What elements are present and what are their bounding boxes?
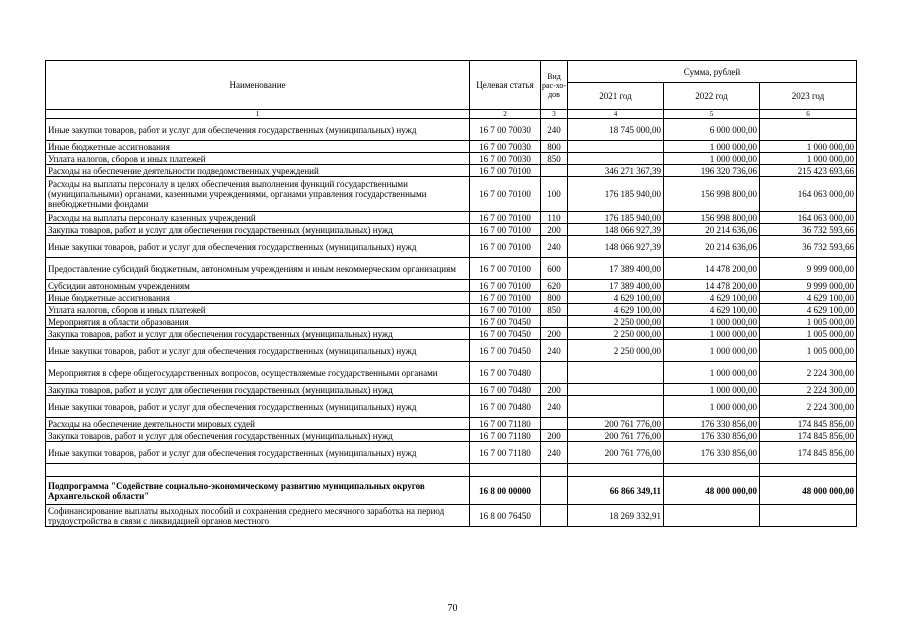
row-target-article: 16 7 00 70480 (470, 384, 541, 396)
table-row (46, 418, 857, 430)
row-target-article: 16 7 00 70480 (470, 362, 541, 384)
header-target-article: Целевая статья (470, 61, 541, 110)
row-expense-type: 240 (541, 340, 568, 362)
row-amount-2022: 4 629 100,00 (664, 304, 760, 316)
row-amount-2022: 196 320 736,06 (664, 165, 760, 177)
row-amount-2023: 4 629 100,00 (760, 304, 857, 316)
row-name: Уплата налогов, сборов и иных платежей (46, 304, 470, 316)
row-amount-2023: 215 423 693,66 (760, 165, 857, 177)
row-amount-2022: 1 000 000,00 (664, 153, 760, 165)
row-expense-type: 110 (541, 212, 568, 224)
row-amount-2021: 148 066 927,39 (568, 224, 664, 236)
row-name: Уплата налогов, сборов и иных платежей (46, 153, 470, 165)
table-row (46, 177, 857, 212)
header-expense-type: Вид рас-хо-дов (541, 61, 568, 110)
row-amount-2021: 17 389 400,00 (568, 258, 664, 280)
row-name: Иные закупки товаров, работ и услуг для обеспечения государственных (муниципальных) нужд (46, 340, 470, 362)
row-expense-type: 850 (541, 153, 568, 165)
row-expense-type (541, 165, 568, 177)
table-row (46, 153, 857, 165)
row-name: Закупка товаров, работ и услуг для обеспечения государственных (муниципальных) нужд (46, 430, 470, 442)
table-row (46, 224, 857, 236)
table-row (46, 442, 857, 464)
row-name: Иные бюджетные ассигнования (46, 141, 470, 153)
row-amount-2023: 9 999 000,00 (760, 258, 857, 280)
row-target-article: 16 7 00 70100 (470, 224, 541, 236)
row-name: Расходы на выплаты персоналу казенных учреждений (46, 212, 470, 224)
row-amount-2023: 2 224 300,00 (760, 362, 857, 384)
row-name: Субсидии автономным учреждениям (46, 280, 470, 292)
column-number: 5 (664, 110, 760, 119)
row-amount-2021: 18 269 332,91 (568, 505, 664, 527)
row-amount-2022: 1 000 000,00 (664, 384, 760, 396)
row-amount-2023: 164 063 000,00 (760, 212, 857, 224)
row-amount-2021: 200 761 776,00 (568, 430, 664, 442)
row-target-article: 16 7 00 70450 (470, 340, 541, 362)
row-target-article: 16 7 00 71180 (470, 442, 541, 464)
header-year-2021: 2021 год (568, 83, 664, 110)
table-row (46, 430, 857, 442)
table-row (46, 464, 857, 477)
table-row (46, 212, 857, 224)
table-row (46, 141, 857, 153)
row-amount-2023: 36 732 593,66 (760, 224, 857, 236)
row-amount-2023 (760, 119, 857, 141)
row-amount-2021: 2 250 000,00 (568, 328, 664, 340)
row-name: Иные бюджетные ассигнования (46, 292, 470, 304)
row-expense-type: 800 (541, 292, 568, 304)
row-amount-2021: 4 629 100,00 (568, 292, 664, 304)
row-target-article: 16 7 00 70450 (470, 316, 541, 328)
row-amount-2022: 176 330 856,00 (664, 442, 760, 464)
table-row (46, 292, 857, 304)
row-amount-2022: 1 000 000,00 (664, 362, 760, 384)
row-expense-type (541, 477, 568, 505)
row-target-article: 16 8 00 00000 (470, 477, 541, 505)
row-amount-2022: 48 000 000,00 (664, 477, 760, 505)
row-name: Иные закупки товаров, работ и услуг для обеспечения государственных (муниципальных) нужд (46, 442, 470, 464)
row-amount-2022: 1 000 000,00 (664, 316, 760, 328)
column-number: 6 (760, 110, 857, 119)
budget-table (45, 60, 857, 527)
row-amount-2022: 4 629 100,00 (664, 292, 760, 304)
row-expense-type: 200 (541, 224, 568, 236)
row-amount-2023: 1 005 000,00 (760, 328, 857, 340)
header-year-2023: 2023 год (760, 83, 857, 110)
row-amount-2023: 174 845 856,00 (760, 418, 857, 430)
row-target-article: 16 7 00 70030 (470, 119, 541, 141)
row-target-article: 16 7 00 70100 (470, 212, 541, 224)
row-target-article: 16 7 00 70100 (470, 280, 541, 292)
row-amount-2023: 48 000 000,00 (760, 477, 857, 505)
row-expense-type: 800 (541, 141, 568, 153)
row-target-article: 16 7 00 70030 (470, 141, 541, 153)
row-name: Расходы на обеспечение деятельности подведомственных учреждений (46, 165, 470, 177)
row-expense-type: 600 (541, 258, 568, 280)
row-expense-type: 850 (541, 304, 568, 316)
row-expense-type: 240 (541, 442, 568, 464)
table-row (46, 280, 857, 292)
row-expense-type (541, 505, 568, 527)
row-target-article: 16 7 00 70100 (470, 165, 541, 177)
row-amount-2022: 176 330 856,00 (664, 430, 760, 442)
table-row (46, 165, 857, 177)
row-target-article: 16 7 00 70100 (470, 304, 541, 316)
table-row (46, 340, 857, 362)
page-number: 70 (447, 603, 458, 614)
row-amount-2023: 2 224 300,00 (760, 396, 857, 418)
row-expense-type (541, 464, 568, 477)
row-amount-2023: 1 005 000,00 (760, 340, 857, 362)
table-row (46, 304, 857, 316)
row-amount-2021: 2 250 000,00 (568, 316, 664, 328)
row-target-article: 16 7 00 70100 (470, 236, 541, 258)
row-target-article: 16 7 00 70100 (470, 177, 541, 212)
row-target-article (470, 464, 541, 477)
row-expense-type: 240 (541, 236, 568, 258)
row-amount-2022: 20 214 636,06 (664, 224, 760, 236)
row-expense-type: 200 (541, 430, 568, 442)
table-row (46, 328, 857, 340)
row-target-article: 16 8 00 76450 (470, 505, 541, 527)
row-target-article: 16 7 00 70030 (470, 153, 541, 165)
row-amount-2021: 346 271 367,39 (568, 165, 664, 177)
row-name: Мероприятия в сфере общегосударственных вопросов, осуществляемые государственными органами (46, 362, 470, 384)
row-amount-2022: 176 330 856,00 (664, 418, 760, 430)
row-amount-2023: 4 629 100,00 (760, 292, 857, 304)
table-row (46, 362, 857, 384)
row-target-article: 16 7 00 70450 (470, 328, 541, 340)
row-expense-type (541, 316, 568, 328)
row-amount-2021: 2 250 000,00 (568, 340, 664, 362)
row-name: Софинансирование выплаты выходных пособий и сохранения среднего месячного заработка на период трудоустройства в связи с ликвидацией органов местного (46, 505, 470, 527)
row-target-article: 16 7 00 71180 (470, 418, 541, 430)
row-amount-2023: 36 732 593,66 (760, 236, 857, 258)
row-amount-2021: 176 185 940,00 (568, 212, 664, 224)
column-number: 3 (541, 110, 568, 119)
table-row (46, 505, 857, 527)
row-name: Закупка товаров, работ и услуг для обеспечения государственных (муниципальных) нужд (46, 328, 470, 340)
row-amount-2021 (568, 464, 664, 477)
row-amount-2023: 174 845 856,00 (760, 442, 857, 464)
row-amount-2022 (664, 505, 760, 527)
row-name: Закупка товаров, работ и услуг для обеспечения государственных (муниципальных) нужд (46, 224, 470, 236)
row-expense-type: 200 (541, 384, 568, 396)
row-amount-2023 (760, 464, 857, 477)
row-amount-2023: 1 000 000,00 (760, 153, 857, 165)
row-expense-type: 240 (541, 396, 568, 418)
row-name: Закупка товаров, работ и услуг для обеспечения государственных (муниципальных) нужд (46, 384, 470, 396)
row-amount-2021: 200 761 776,00 (568, 442, 664, 464)
row-amount-2023 (760, 505, 857, 527)
row-name: Предоставление субсидий бюджетным, автономным учреждениям и иным некоммерческим организациям (46, 258, 470, 280)
row-amount-2023: 2 224 300,00 (760, 384, 857, 396)
table-row (46, 396, 857, 418)
table-row (46, 477, 857, 505)
row-amount-2021 (568, 153, 664, 165)
row-name (46, 464, 470, 477)
row-expense-type: 620 (541, 280, 568, 292)
row-target-article: 16 7 00 70100 (470, 258, 541, 280)
row-expense-type: 100 (541, 177, 568, 212)
table-row (46, 236, 857, 258)
row-amount-2022: 1 000 000,00 (664, 340, 760, 362)
header-year-2022: 2022 год (664, 83, 760, 110)
table-row (46, 316, 857, 328)
row-target-article: 16 7 00 70480 (470, 396, 541, 418)
row-amount-2021 (568, 384, 664, 396)
table-row (46, 384, 857, 396)
row-amount-2021 (568, 141, 664, 153)
row-amount-2021: 200 761 776,00 (568, 418, 664, 430)
row-name: Иные закупки товаров, работ и услуг для обеспечения государственных (муниципальных) нужд (46, 236, 470, 258)
row-expense-type (541, 418, 568, 430)
row-name: Мероприятия в области образования (46, 316, 470, 328)
row-amount-2022: 6 000 000,00 (664, 119, 760, 141)
row-target-article: 16 7 00 71180 (470, 430, 541, 442)
row-name: Иные закупки товаров, работ и услуг для обеспечения государственных (муниципальных) нужд (46, 396, 470, 418)
row-amount-2021 (568, 396, 664, 418)
row-amount-2021 (568, 362, 664, 384)
row-name: Расходы на выплаты персоналу в целях обеспечения выполнения функций государственными (муниципальными) органами, казенными учреждениями, органами управления государственными внебюджетными фондами (46, 177, 470, 212)
table-row (46, 258, 857, 280)
header-name: Наименование (46, 61, 470, 110)
row-expense-type: 200 (541, 328, 568, 340)
column-number: 2 (470, 110, 541, 119)
row-name: Иные закупки товаров, работ и услуг для обеспечения государственных (муниципальных) нужд (46, 119, 470, 141)
row-name: Расходы на обеспечение деятельности мировых судей (46, 418, 470, 430)
column-number-row (46, 110, 857, 119)
row-amount-2023: 1 000 000,00 (760, 141, 857, 153)
row-amount-2021: 4 629 100,00 (568, 304, 664, 316)
column-number: 1 (46, 110, 470, 119)
row-target-article: 16 7 00 70100 (470, 292, 541, 304)
row-amount-2023: 9 999 000,00 (760, 280, 857, 292)
row-amount-2022: 156 998 800,00 (664, 177, 760, 212)
row-amount-2021: 176 185 940,00 (568, 177, 664, 212)
row-amount-2022: 1 000 000,00 (664, 141, 760, 153)
row-name: Подпрограмма "Содействие социально-экономическому развитию муниципальных округов Архангельской области" (46, 477, 470, 505)
row-amount-2021: 66 866 349,11 (568, 477, 664, 505)
row-amount-2022: 14 478 200,00 (664, 280, 760, 292)
row-amount-2021: 148 066 927,39 (568, 236, 664, 258)
row-amount-2021: 17 389 400,00 (568, 280, 664, 292)
row-amount-2022: 1 000 000,00 (664, 328, 760, 340)
row-amount-2022 (664, 464, 760, 477)
header-sum: Сумма, рублей (568, 61, 857, 83)
row-expense-type: 240 (541, 119, 568, 141)
row-amount-2022: 20 214 636,06 (664, 236, 760, 258)
table-row (46, 119, 857, 141)
row-amount-2023: 164 063 000,00 (760, 177, 857, 212)
row-amount-2022: 14 478 200,00 (664, 258, 760, 280)
table-body (46, 119, 857, 527)
row-amount-2023: 1 005 000,00 (760, 316, 857, 328)
column-number: 4 (568, 110, 664, 119)
row-amount-2022: 1 000 000,00 (664, 396, 760, 418)
row-amount-2023: 174 845 856,00 (760, 430, 857, 442)
row-amount-2021: 18 745 000,00 (568, 119, 664, 141)
row-expense-type (541, 362, 568, 384)
row-amount-2022: 156 998 800,00 (664, 212, 760, 224)
